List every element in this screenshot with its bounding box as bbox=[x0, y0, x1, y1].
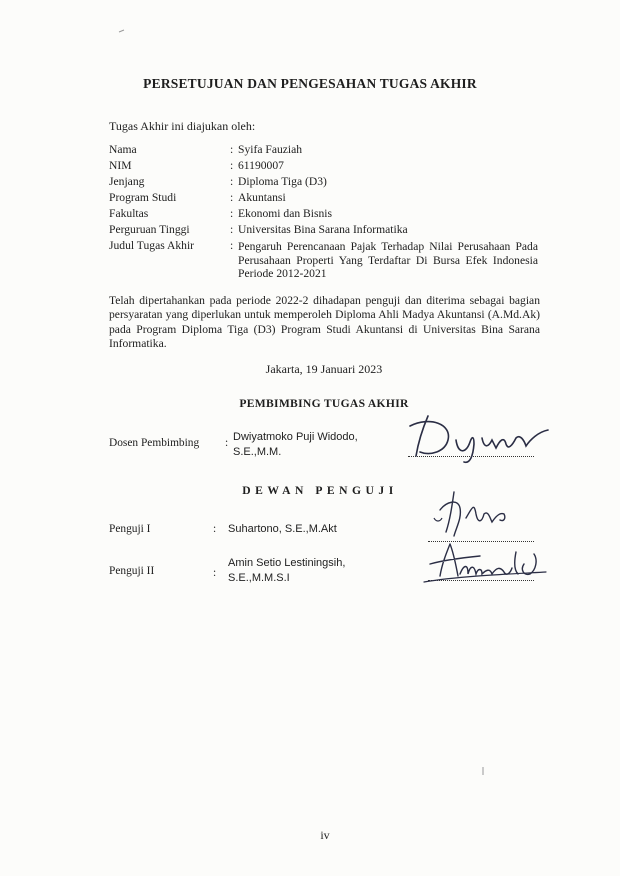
info-label: Judul Tugas Akhir bbox=[109, 239, 195, 252]
penguji1-colon: : bbox=[213, 523, 217, 535]
info-label: NIM bbox=[109, 159, 132, 172]
penguji2-colon: : bbox=[213, 567, 217, 579]
info-label: Fakultas bbox=[109, 207, 149, 220]
thesis-title-value: Pengaruh Perencanaan Pajak Terhadap Nilai Perusahaan Pada Perusahaan Properti Yang Terdaftar Di Bursa Efek Indonesia Periode 2012-2021 bbox=[238, 240, 538, 281]
penguji1-signature bbox=[420, 488, 530, 540]
info-colon: : bbox=[230, 191, 234, 204]
penguji2-signature bbox=[420, 540, 550, 586]
info-label: Nama bbox=[109, 143, 137, 156]
penguji1-label: Penguji I bbox=[109, 523, 151, 535]
dewan-penguji-heading: DEWAN PENGUJI bbox=[242, 484, 398, 497]
info-value: Syifa Fauziah bbox=[238, 143, 303, 156]
info-label: Jenjang bbox=[109, 175, 145, 188]
dosen-pembimbing-label: Dosen Pembimbing bbox=[109, 437, 200, 449]
info-colon: : bbox=[230, 223, 234, 236]
page-number: iv bbox=[320, 828, 330, 842]
page-title: PERSETUJUAN DAN PENGESAHAN TUGAS AKHIR bbox=[143, 76, 477, 91]
scan-speck-icon bbox=[118, 28, 126, 34]
pembimbing-signature bbox=[400, 410, 560, 466]
pembimbing-name-line1: Dwiyatmoko Puji Widodo, bbox=[233, 431, 358, 443]
pembimbing-name-line2: S.E.,M.M. bbox=[233, 446, 282, 458]
penguji2-label: Penguji II bbox=[109, 565, 155, 577]
info-label: Program Studi bbox=[109, 191, 177, 204]
info-label: Perguruan Tinggi bbox=[109, 223, 190, 236]
info-value: 61190007 bbox=[238, 159, 284, 172]
info-value: Ekonomi dan Bisnis bbox=[238, 207, 333, 220]
pembimbing-heading: PEMBIMBING TUGAS AKHIR bbox=[239, 397, 409, 410]
info-colon: : bbox=[230, 175, 234, 188]
approval-date: Jakarta, 19 Januari 2023 bbox=[265, 362, 383, 376]
info-value: Akuntansi bbox=[238, 191, 286, 204]
info-value: Diploma Tiga (D3) bbox=[238, 175, 327, 188]
info-colon: : bbox=[230, 207, 234, 220]
scan-speck-icon bbox=[480, 766, 486, 776]
info-colon: : bbox=[230, 239, 234, 252]
approval-paragraph: Telah dipertahankan pada periode 2022-2 dihadapan penguji dan diterima sebagai bagian persyaratan yang diperlukan untuk memperoleh Diploma Ahli Madya Akuntansi (A.Md.Ak) pada Program Diploma Tiga (D3) Program Studi Akuntansi di Universitas Bina Sarana Informatika. bbox=[109, 294, 540, 351]
penguji2-name-line1: Amin Setio Lestiningsih, bbox=[228, 557, 346, 569]
penguji2-name-line2: S.E.,M.M.S.I bbox=[228, 572, 290, 584]
penguji1-name: Suhartono, S.E.,M.Akt bbox=[228, 523, 337, 535]
info-colon: : bbox=[230, 159, 234, 172]
info-value: Universitas Bina Sarana Informatika bbox=[238, 223, 408, 236]
intro-text: Tugas Akhir ini diajukan oleh: bbox=[109, 119, 256, 133]
info-colon: : bbox=[230, 143, 234, 156]
pembimbing-colon: : bbox=[225, 437, 229, 449]
